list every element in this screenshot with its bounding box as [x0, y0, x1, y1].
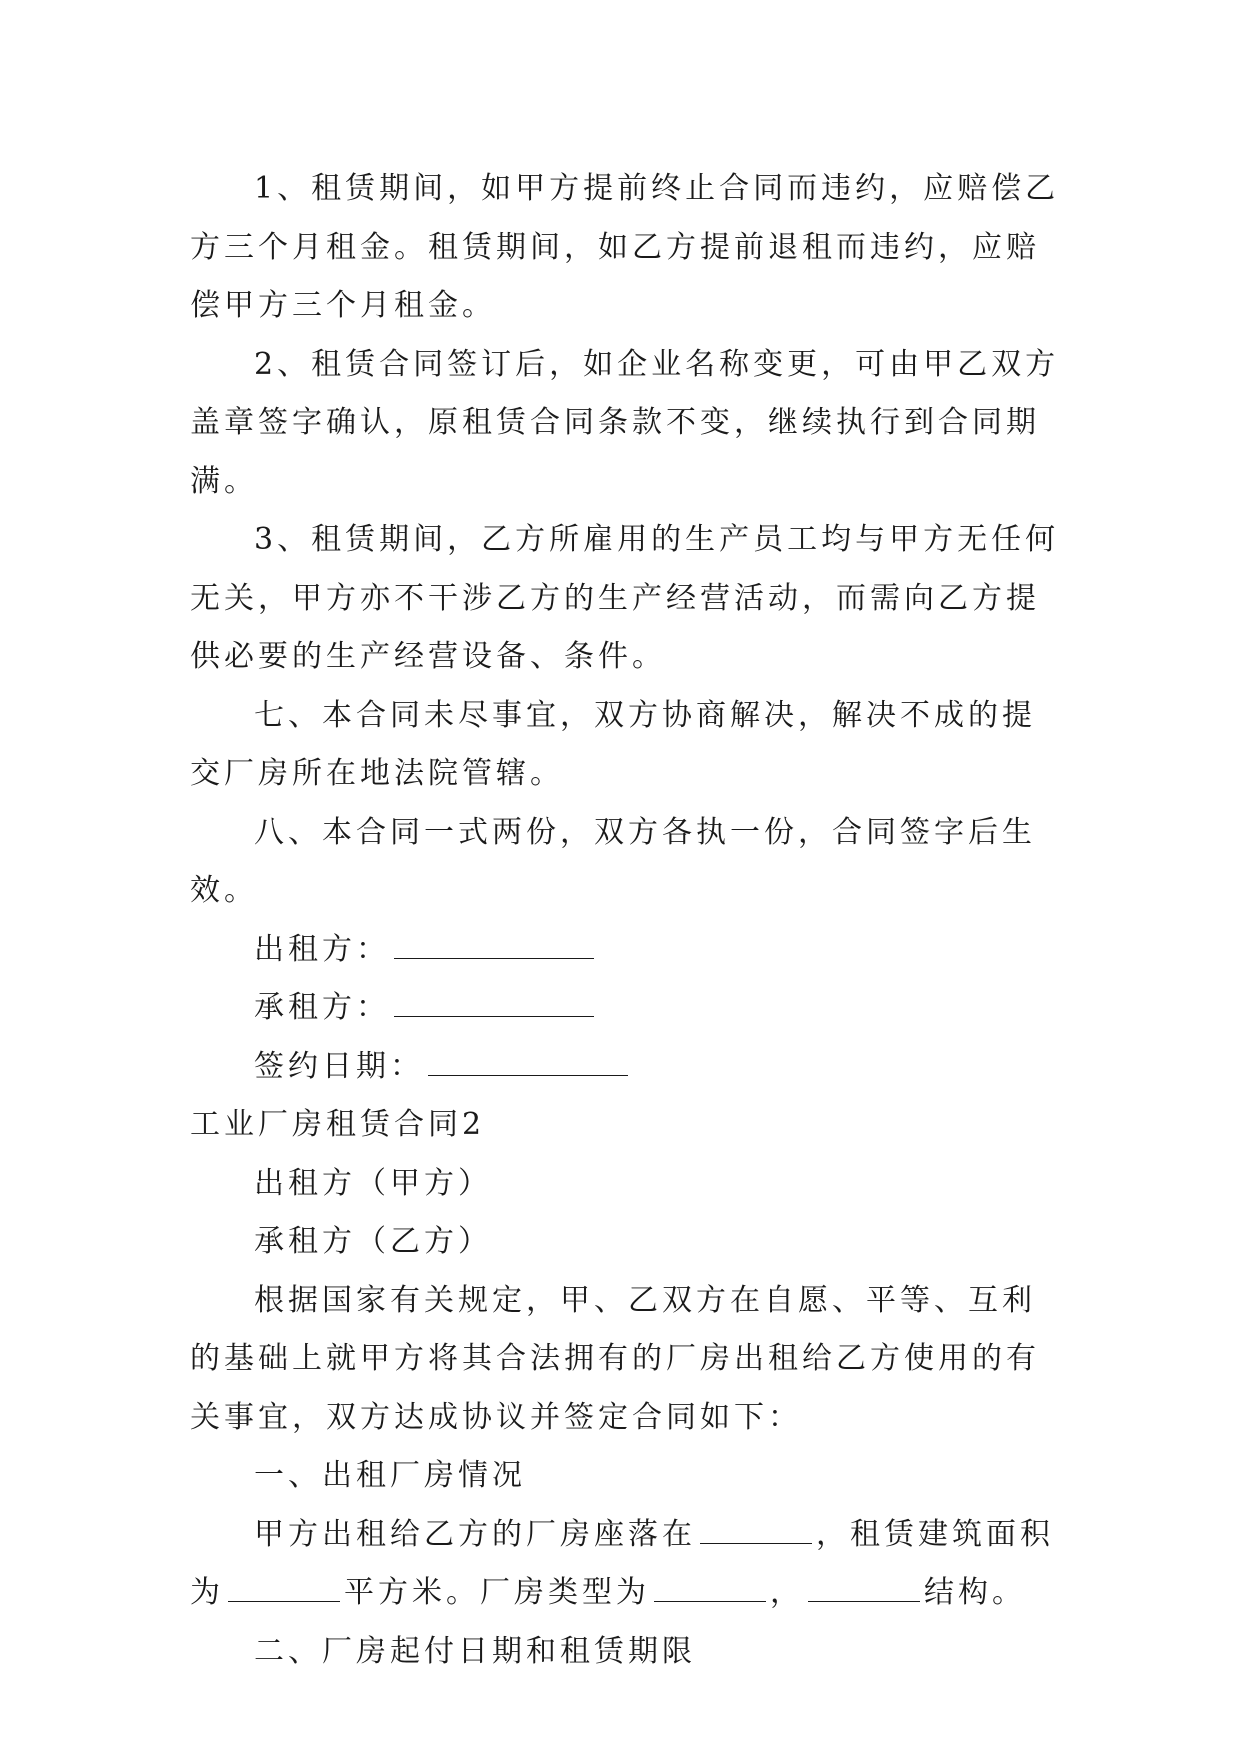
section-1-text	[190, 1506, 1060, 1623]
article-7-paragraph: 七、本合同未尽事宜，双方协商解决，解决不成的提交厂房所在地法院管辖。	[190, 697, 1036, 791]
location-blank	[700, 1513, 812, 1544]
section-1-part-1: 甲方出租给乙方的厂房座落在	[254, 1516, 696, 1552]
structure-blank	[808, 1571, 920, 1602]
clause-2-paragraph: 2、租赁合同签订后，如企业名称变更，可由甲乙双方盖章签字确认，原租赁合同条款不变，继续执行到合同期满。	[190, 346, 1060, 499]
contract-2-lessee: 承租方（乙方）	[254, 1224, 492, 1259]
building-type-blank	[654, 1571, 766, 1602]
section-1-part-4: ，	[770, 1575, 804, 1610]
article-8-paragraph: 八、本合同一式两份，双方各执一份，合同签字后生效。	[190, 814, 1036, 908]
section-1-part-3: 平方米。厂房类型为	[344, 1575, 650, 1610]
lessor-signature-blank	[394, 928, 594, 959]
lessee-label: 承租方：	[254, 990, 390, 1025]
document-body	[190, 160, 1060, 1681]
lessee-signature-line	[190, 979, 1060, 1038]
section-1-part-2: ，租赁建筑面积为	[190, 1516, 1054, 1610]
sign-date-line	[190, 1038, 1060, 1097]
contract-2-intro: 根据国家有关规定，甲、乙双方在自愿、平等、互利的基础上就甲方将其合法拥有的厂房出租给乙方使用的有关事宜，双方达成协议并签定合同如下：	[190, 1282, 1040, 1435]
lessor-signature-line	[190, 921, 1060, 980]
area-blank	[228, 1571, 340, 1602]
section-1-heading: 一、出租厂房情况	[254, 1458, 526, 1493]
section-1-part-5: 结构。	[924, 1575, 1026, 1610]
clause-3-paragraph: 3、租赁期间，乙方所雇用的生产员工均与甲方无任何无关，甲方亦不干涉乙方的生产经营活动，而需向乙方提供必要的生产经营设备、条件。	[190, 522, 1060, 674]
contract-2-title: 工业厂房租赁合同2	[190, 1107, 486, 1142]
lessor-label: 出租方：	[254, 931, 390, 967]
contract-2-lessor: 出租方（甲方）	[254, 1165, 492, 1201]
section-2-heading: 二、厂房起付日期和租赁期限	[254, 1633, 696, 1669]
lessee-signature-blank	[394, 986, 594, 1017]
sign-date-label: 签约日期：	[254, 1048, 424, 1084]
sign-date-blank	[428, 1045, 628, 1076]
clause-1-paragraph: 1、租赁期间，如甲方提前终止合同而违约，应赔偿乙方三个月租金。租赁期间，如乙方提前退租而违约，应赔偿甲方三个月租金。	[190, 171, 1060, 323]
